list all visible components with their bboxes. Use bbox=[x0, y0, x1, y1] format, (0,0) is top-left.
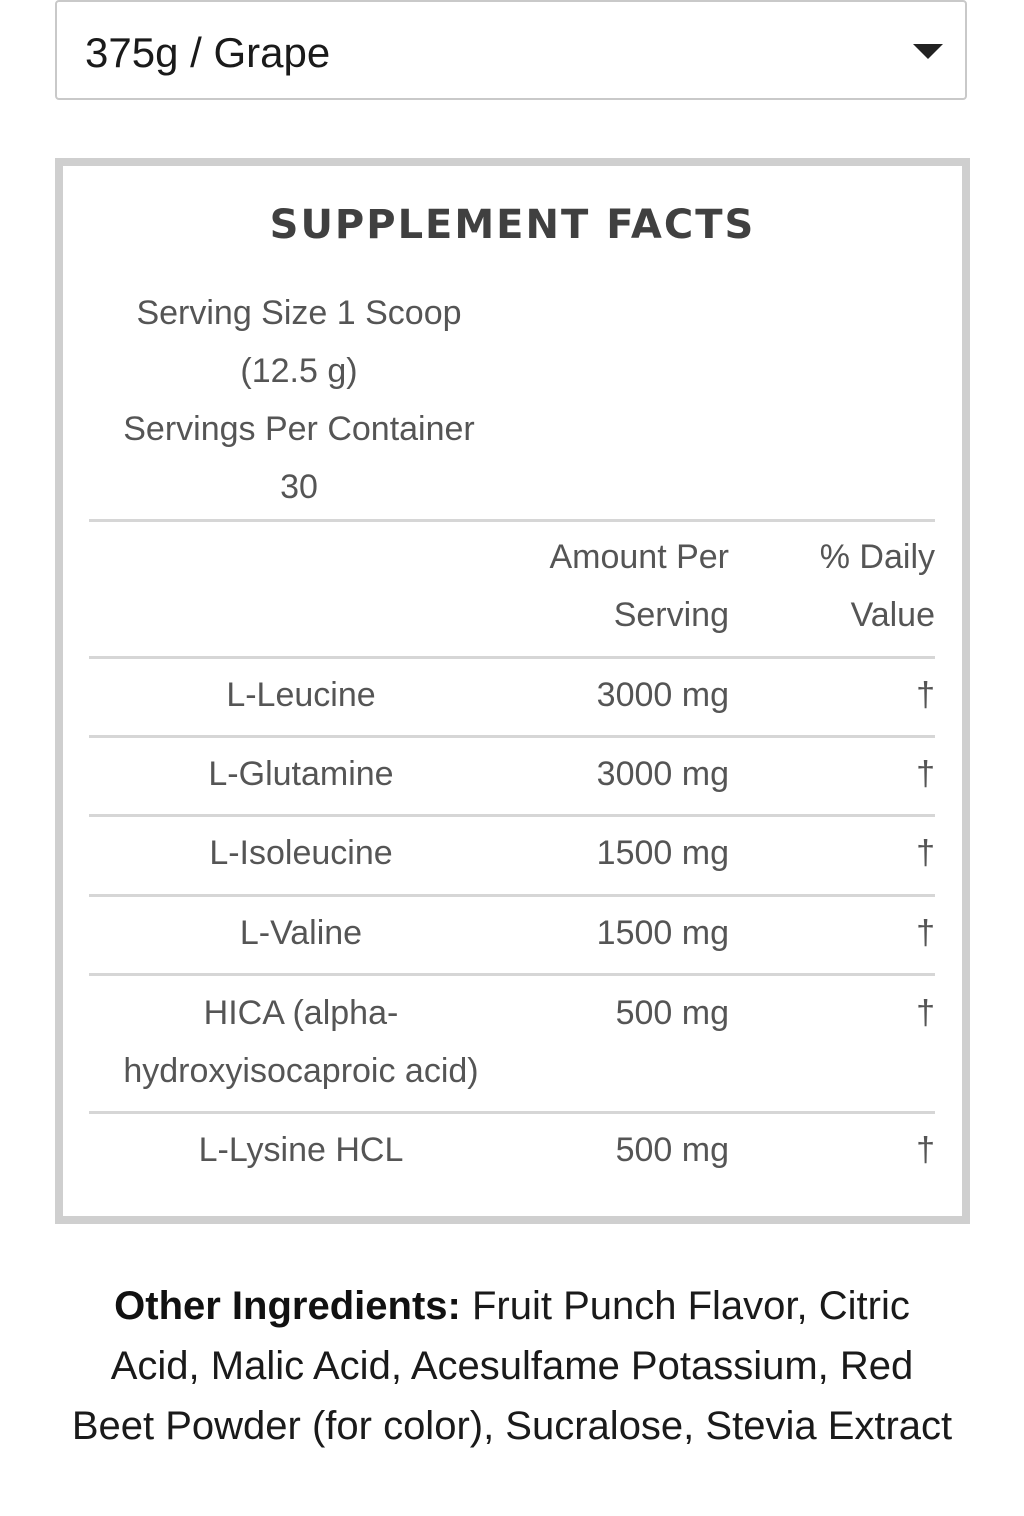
divider bbox=[89, 519, 935, 522]
ingredient-name: L-Valine bbox=[239, 914, 363, 952]
ingredient-daily-value: † bbox=[916, 1131, 935, 1169]
serving-info bbox=[89, 284, 509, 516]
other-ingredients-text: Fruit Punch Flavor, Citric Acid, Malic Acid, Acesulfame Potassium, Red Beet Powder (for color), Sucralose, Stevia Extract bbox=[71, 1284, 953, 1448]
header-daily-value bbox=[763, 528, 935, 644]
ingredient-name-line: hydroxyisocaproic acid) bbox=[123, 1052, 479, 1090]
ingredient-amount: 1500 mg bbox=[596, 914, 729, 952]
ingredient-amount: 3000 mg bbox=[596, 676, 729, 714]
servings-per-container-label: Servings Per Container bbox=[123, 410, 475, 448]
header-amount-line: Serving bbox=[613, 596, 729, 634]
supplement-facts-title: SUPPLEMENT FACTS bbox=[269, 202, 756, 248]
chevron-down-icon bbox=[913, 44, 943, 59]
ingredient-daily-value: † bbox=[916, 994, 935, 1032]
ingredient-daily-value: † bbox=[916, 914, 935, 952]
ingredient-name: L-Lysine HCL bbox=[198, 1131, 404, 1169]
ingredient-name bbox=[89, 984, 513, 1100]
ingredient-daily-value: † bbox=[916, 755, 935, 793]
ingredient-amount: 500 mg bbox=[615, 994, 729, 1032]
header-amount-per-serving bbox=[503, 528, 729, 644]
ingredient-amount: 3000 mg bbox=[596, 755, 729, 793]
ingredient-daily-value: † bbox=[916, 834, 935, 872]
serving-size-label: Serving Size 1 Scoop bbox=[136, 294, 462, 332]
divider bbox=[89, 1111, 935, 1114]
other-ingredients bbox=[70, 1276, 954, 1456]
divider bbox=[89, 735, 935, 738]
ingredient-name: L-Leucine bbox=[226, 676, 376, 714]
divider bbox=[89, 973, 935, 976]
header-amount-line: Amount Per bbox=[549, 538, 729, 576]
variant-select-value: 375g / Grape bbox=[85, 29, 331, 76]
ingredient-name-line: HICA (alpha- bbox=[203, 994, 399, 1032]
divider bbox=[89, 656, 935, 659]
serving-size-grams: (12.5 g) bbox=[240, 352, 358, 390]
divider bbox=[89, 894, 935, 897]
ingredient-name: L-Isoleucine bbox=[209, 834, 393, 872]
header-dv-line: % Daily bbox=[819, 538, 935, 576]
header-dv-line: Value bbox=[850, 596, 935, 634]
ingredient-name: L-Glutamine bbox=[208, 755, 394, 793]
supplement-facts-panel bbox=[55, 158, 970, 1224]
ingredient-amount: 1500 mg bbox=[596, 834, 729, 872]
servings-per-container-value: 30 bbox=[280, 468, 318, 506]
ingredient-daily-value: † bbox=[916, 676, 935, 714]
divider bbox=[89, 814, 935, 817]
ingredient-amount: 500 mg bbox=[615, 1131, 729, 1169]
other-ingredients-label: Other Ingredients: bbox=[114, 1284, 461, 1328]
variant-select[interactable] bbox=[55, 0, 967, 100]
